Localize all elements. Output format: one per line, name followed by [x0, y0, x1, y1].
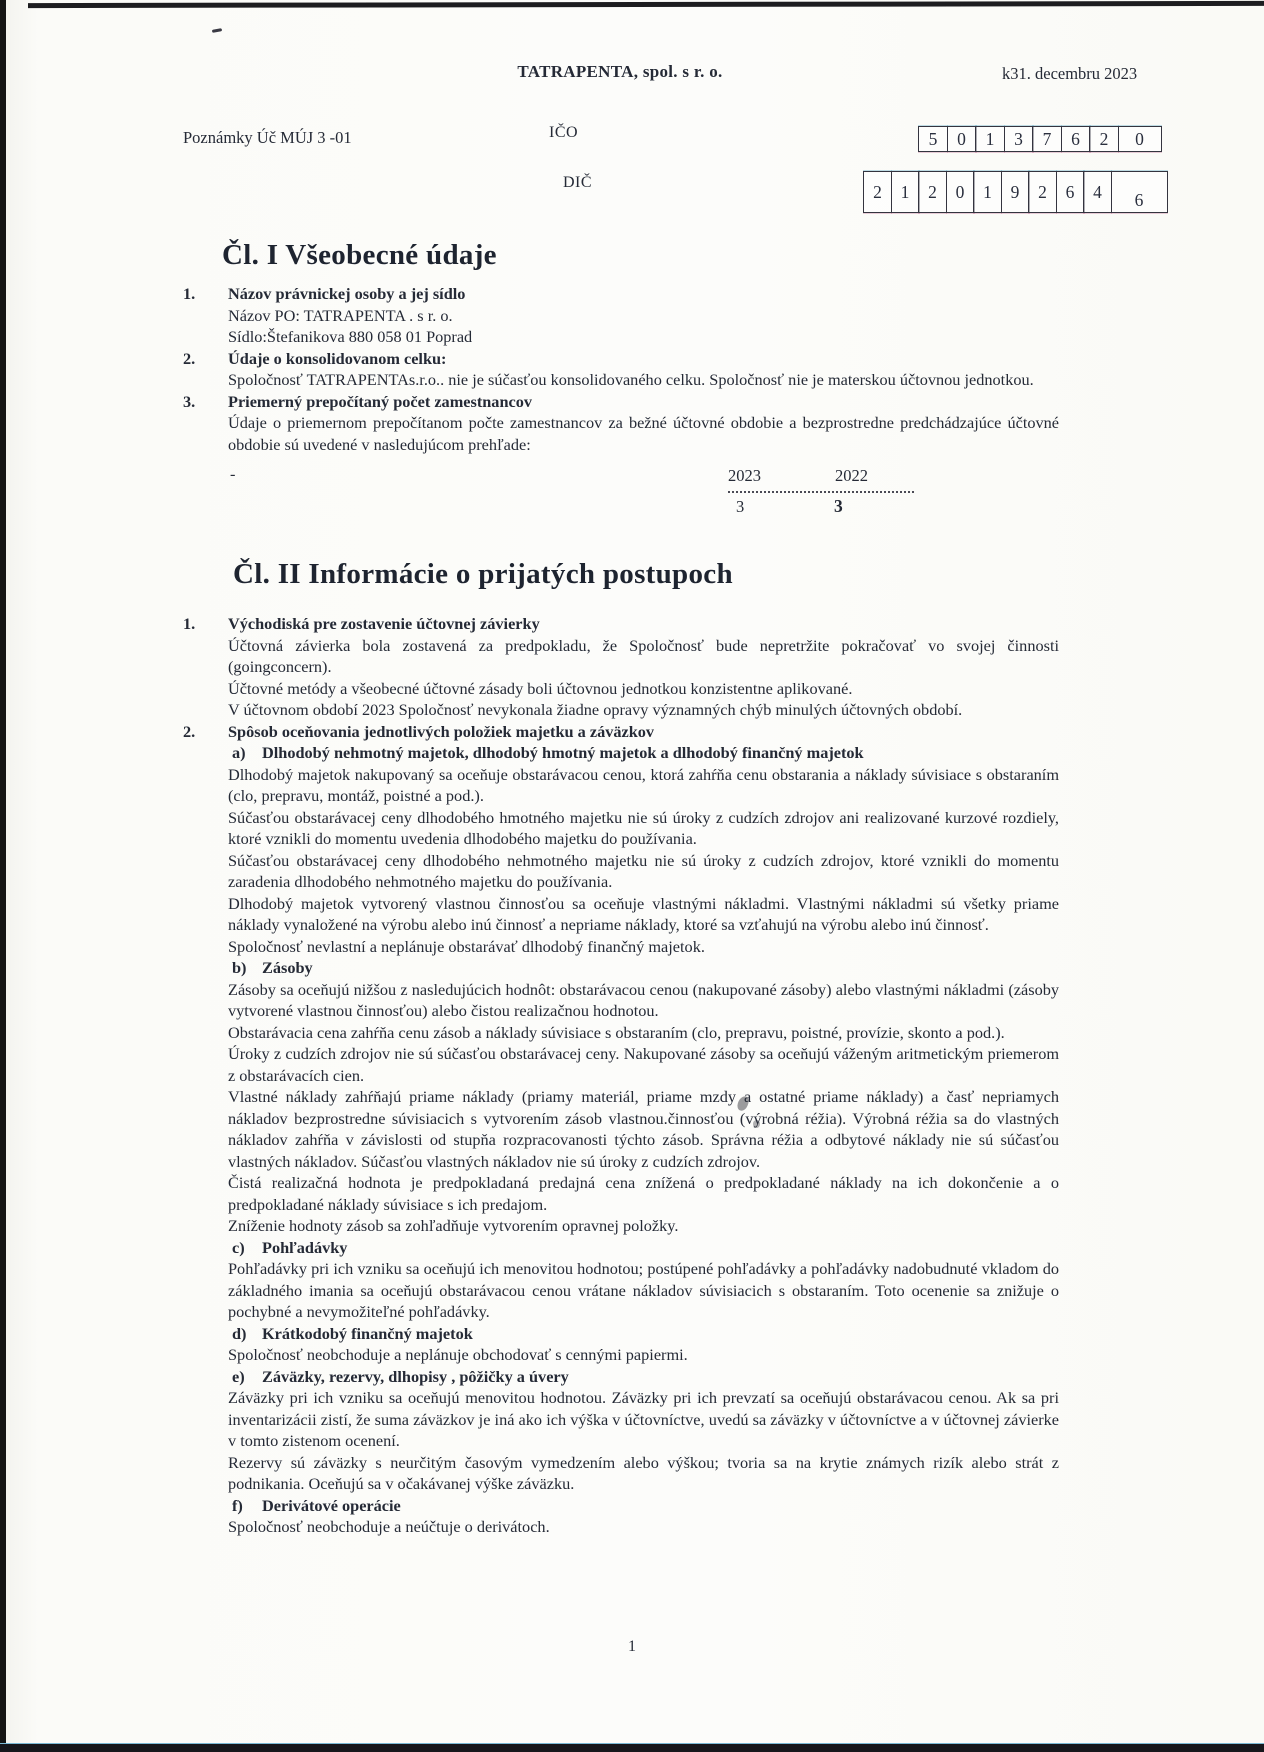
subsection-letter: a)	[232, 743, 246, 762]
subsection-title: Dlhodobý nehmotný majetok, dlhodobý hmotný majetok a dlhodobý finančný majetok	[262, 743, 864, 762]
item-heading: Názov právnickej osoby a jej sídlo	[228, 284, 466, 303]
ico-digit-cell: 2	[1089, 126, 1119, 152]
employees-table	[183, 465, 1059, 543]
item-heading: Priemerný prepočítaný počet zamestnancov	[228, 391, 533, 411]
subsection-heading	[228, 957, 1059, 979]
subsection-title: Krátkodobý finančný majetok	[262, 1323, 473, 1343]
dic-digit-cell: 2	[918, 171, 947, 213]
paragraph: Čistá realizačná hodnota je predpokladaná predajná cena znížená o predpokladané náklady na ich dokončenie a o predpokladané náklady súvisiace s ich predajom.	[228, 1173, 1059, 1214]
dic-box-row	[863, 171, 1168, 213]
page-number: 1	[628, 1638, 636, 1655]
ico-digit-cell: 1	[975, 126, 1005, 152]
dic-label: DIČ	[563, 174, 593, 191]
list-item	[183, 391, 1059, 456]
ico-digit-cell: 5	[918, 126, 948, 152]
item-heading: Údaje o konsolidovanom celku:	[228, 348, 447, 368]
company-name-line: Názov PO: TATRAPENTA . s r. o.	[228, 305, 453, 325]
employees-current: 3	[736, 496, 745, 516]
paragraph: Spoločnosť neobchoduje a neúčtuje o derivátoch.	[228, 1517, 550, 1536]
paragraph: Zníženie hodnoty zásob sa zohľadňuje vytvorením opravnej položky.	[228, 1216, 679, 1235]
dotted-rule	[728, 491, 914, 493]
paragraph: Vlastné náklady zahŕňajú priame náklady (priamy materiál, priame mzdy a ostatné priame náklady) a časť nepriamych nákladov bezprostredne súvisiacich s vytvorením zásob vlastnou.činnosťou (výrobná réžia). Výrobná réžia sa do vlastných nákladov zahŕňa v závislosti od stupňa rozpracovanosti týchto zásob. Správna réžia a odbytové náklady nie sú súčasťou vlastných nákladov. Súčasťou vlastných nákladov nie sú úroky z cudzích zdrojov.	[228, 1087, 1059, 1171]
ico-box-row	[918, 126, 1162, 152]
paragraph: Dlhodobý majetok nakupovaný sa oceňuje obstarávacou cenou, ktorá zahŕňa cenu obstarania a náklady súvisiace s obstaraním (clo, prepravu, montáž, poistné a pod.).	[228, 764, 1059, 805]
dic-digit-cell: 4	[1083, 171, 1112, 213]
dic-digit-cell: 9	[1001, 171, 1030, 213]
item-number: 1.	[183, 284, 196, 303]
list-item	[183, 613, 1059, 721]
paragraph: Úroky z cudzích zdrojov nie sú súčasťou obstarávacej ceny. Nakupované zásoby sa oceňujú váženým aritmetickým priemerom z obstarávacích cien.	[228, 1044, 1059, 1085]
list-item	[183, 283, 1059, 348]
item-heading: Spôsob oceňovania jednotlivých položiek majetku a záväzkov	[228, 721, 655, 741]
paragraph: Spoločnosť nevlastní a neplánuje obstarávať dlhodobý finančný majetok.	[228, 936, 705, 956]
employees-prior: 3	[834, 495, 843, 516]
paragraph: Dlhodobý majetok vytvorený vlastnou činnosťou sa oceňuje vlastnými nákladmi. Vlastnými nákladmi sú všetky priame náklady vynaložené na výrobu alebo inú činnosť a nepriame náklady, ktoré sa vzťahujú na výrobu alebo inú činnosť.	[228, 893, 1059, 934]
stray-mark: -	[230, 464, 236, 483]
dic-digit-cell: 2	[863, 171, 892, 213]
subsection-letter: b)	[232, 958, 247, 977]
subsection-title: Záväzky, rezervy, dlhopisy , pôžičky a úvery	[262, 1366, 569, 1386]
article1-title: Čl. I Všeobecné údaje	[222, 239, 497, 271]
subsection-heading	[228, 1366, 1059, 1388]
ico-label: IČO	[549, 124, 579, 141]
dic-digit-cell: 2	[1028, 171, 1057, 213]
subsection-letter: d)	[232, 1323, 247, 1343]
subsection-heading	[228, 1495, 1059, 1517]
subsection-letter: c)	[232, 1237, 245, 1257]
paragraph: Záväzky pri ich vzniku sa oceňujú menovitou hodnotou. Záväzky pri ich prevzatí sa oceňujú obstarávacou cenou. Ak sa pri inventarizácii zistí, že suma záväzkov je iná ako ich výška v účtovníctve, uvedú sa záväzky v účtovníctve a v účtovnej závierke v tomto zistenom ocenení.	[228, 1388, 1059, 1450]
scan-edge-top	[28, 1, 1264, 8]
dic-digit-cell: 6	[1056, 171, 1085, 213]
dic-digit-cell: 6	[1111, 171, 1168, 213]
paragraph: Obstarávacia cena zahŕňa cenu zásob a náklady súvisiace s obstaraním (clo, prepravu, poistné, provízie, skonto a pod.).	[228, 1022, 1005, 1042]
paragraph: Pohľadávky pri ich vzniku sa oceňujú ich menovitou hodnotou; postúpené pohľadávky a pohľadávky nadobudnuté vkladom do základného imania sa oceňujú obstarávacou cenou vrátane nákladov súvisiacich s obstaraním. Toto ocenenie sa znižuje o pochybné a nevymožiteľné pohľadávky.	[228, 1259, 1059, 1321]
year-current: 2023	[728, 466, 761, 485]
ico-digit-cell: 0	[1118, 126, 1162, 152]
dic-digit-cell: 1	[973, 171, 1002, 213]
article2-title: Čl. II Informácie o prijatých postupoch	[233, 558, 733, 590]
report-date: k31. decembru 2023	[1002, 64, 1138, 83]
document-body	[183, 238, 1059, 1538]
item-number: 3.	[183, 391, 196, 411]
stray-pen-mark	[212, 28, 222, 33]
list-item	[183, 721, 1059, 1538]
paragraph: V účtovnom období 2023 Spoločnosť nevykonala žiadne opravy významných chýb minulých účtovných období.	[228, 700, 963, 719]
subsection-letter: f)	[232, 1495, 243, 1515]
paragraph: Spoločnosť TATRAPENTAs.r.o.. nie je súčasťou konsolidovaného celku. Spoločnosť nie je materskou účtovnou jednotkou.	[228, 370, 1034, 389]
item-heading: Východiská pre zostavenie účtovnej závierky	[228, 614, 540, 633]
paragraph: Zásoby sa oceňujú nižšou z nasledujúcich hodnôt: obstarávacou cenou (nakupované zásoby) alebo vlastnými nákladmi (zásoby vytvorené vlastnou činnosťou) alebo čistou realizačnou hodnotou.	[228, 979, 1059, 1020]
item-number: 2.	[183, 348, 196, 368]
subsection-title: Zásoby	[262, 958, 313, 977]
ico-digit-cell: 0	[947, 126, 977, 152]
paragraph: Rezervy sú záväzky s neurčitým časovým vymedzením alebo výškou; tvoria sa na krytie známych rizík alebo strát z podnikania. Oceňujú sa v očakávanej výške záväzku.	[228, 1452, 1059, 1493]
subsection-heading	[228, 742, 1059, 764]
item-number: 2.	[183, 721, 196, 741]
list-item	[183, 348, 1059, 391]
company-address-line: Sídlo:Štefanikova 880 058 01 Poprad	[228, 327, 473, 346]
item-number: 1.	[183, 614, 196, 633]
dic-digit-cell: 1	[891, 171, 920, 213]
paragraph: Súčasťou obstarávacej ceny dlhodobého hmotného majetku nie sú úroky z cudzích zdrojov ani realizované kurzové rozdiely, ktoré vznikli do momentu uvedenia dlhodobého majetku do používania.	[228, 807, 1059, 848]
paragraph: Účtovné metódy a všeobecné účtovné zásady boli účtovnou jednotkou konzistentne aplikované.	[228, 678, 853, 698]
subsection-title: Derivátové operácie	[262, 1495, 401, 1515]
dic-digit-cell: 0	[946, 171, 975, 213]
scan-edge-bottom	[0, 1743, 1264, 1752]
subsection-letter: e)	[232, 1366, 245, 1386]
ico-digit-cell: 7	[1032, 126, 1062, 152]
scan-edge-left	[0, 0, 6, 1752]
paragraph: Údaje o priemernom prepočítanom počte zamestnancov za bežné účtovné obdobie a bezprostredne predchádzajúce účtovné obdobie sú uvedené v nasledujúcom prehľade:	[228, 413, 1059, 454]
form-code: Poznámky Úč MÚJ 3 -01	[183, 128, 352, 147]
ico-digit-cell: 6	[1061, 126, 1091, 152]
subsection-heading	[228, 1323, 1059, 1345]
paragraph: Účtovná závierka bola zostavená za predpokladu, že Spoločnosť bude nepretržite pokračovať vo svojej činnosti (goingconcern).	[228, 635, 1059, 676]
company-name: TATRAPENTA, spol. s r. o.	[517, 62, 723, 81]
paragraph: Spoločnosť neobchoduje a neplánuje obchodovať s cennými papiermi.	[228, 1345, 688, 1364]
paragraph: Súčasťou obstarávacej ceny dlhodobého nehmotného majetku nie sú úroky z cudzích zdrojov, ktoré vznikli do momentu zaradenia dlhodobého nehmotného majetku do používania.	[228, 850, 1059, 891]
ico-digit-cell: 3	[1004, 126, 1034, 152]
subsection-title: Pohľadávky	[262, 1237, 348, 1257]
subsection-heading	[228, 1237, 1059, 1259]
year-prior: 2022	[835, 466, 868, 485]
